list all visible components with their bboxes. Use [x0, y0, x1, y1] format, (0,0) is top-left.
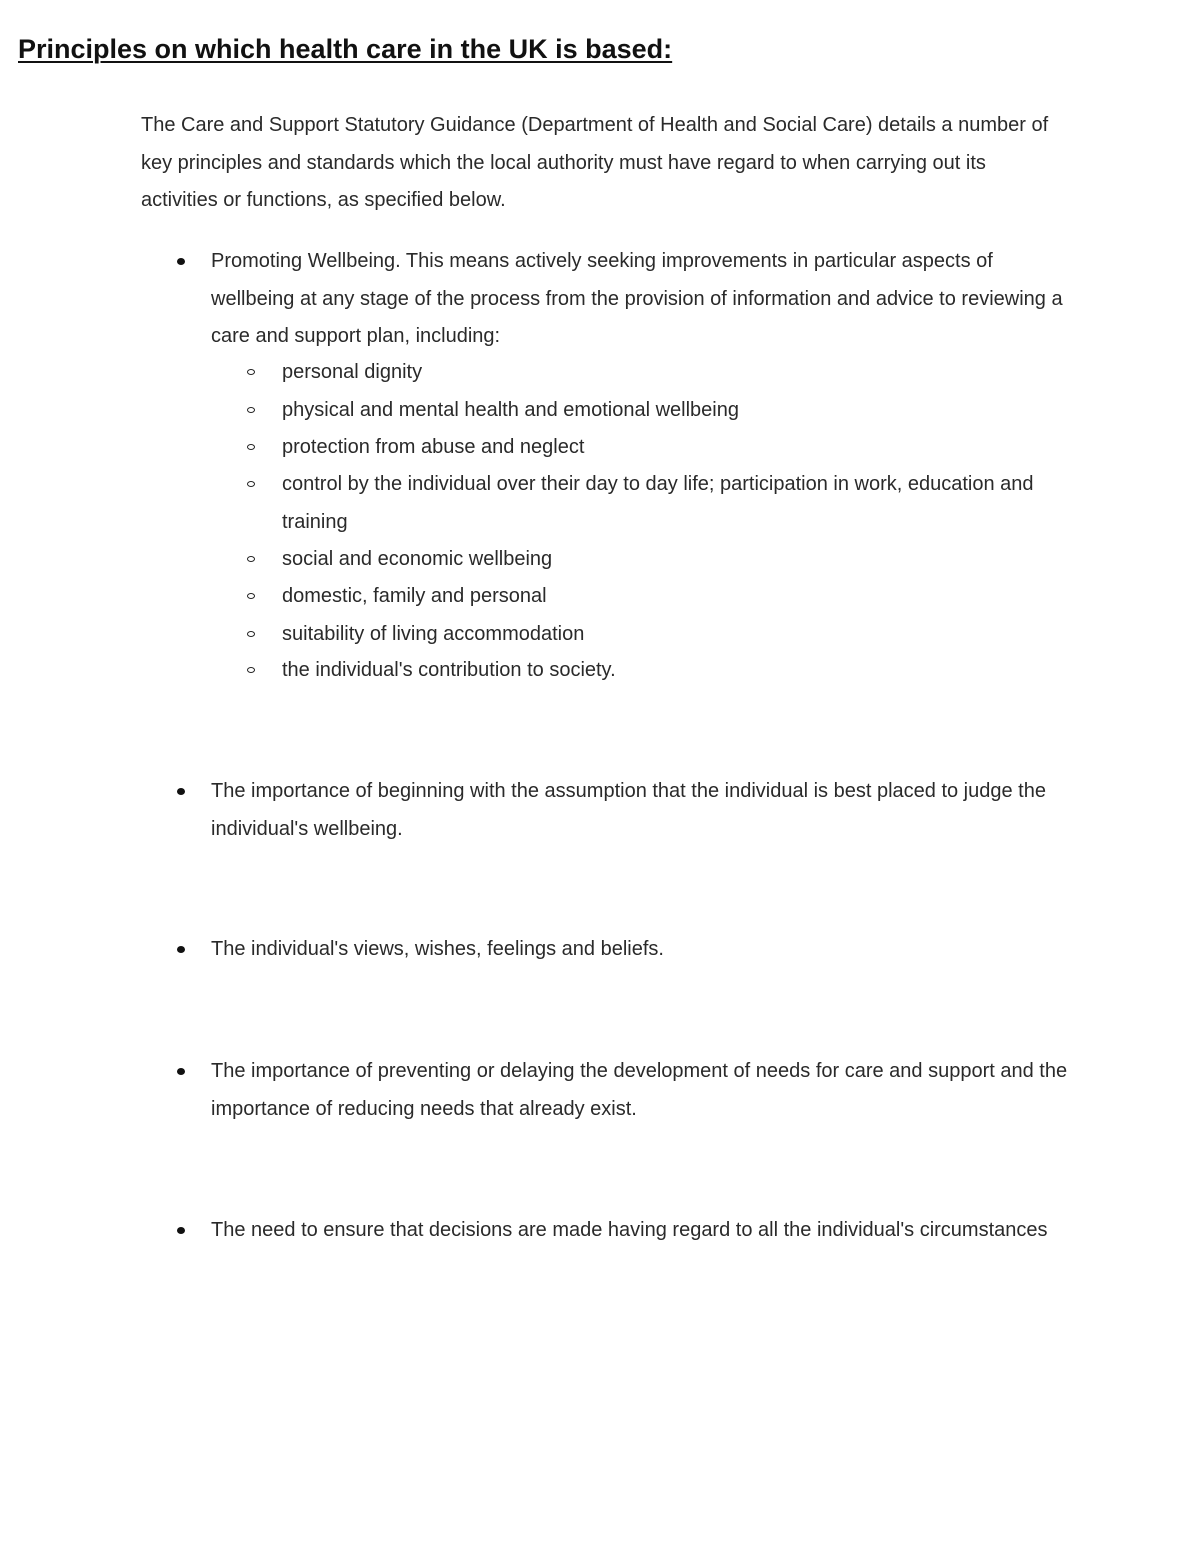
- page-title: Principles on which health care in the UK is based:: [18, 34, 673, 64]
- list-item-text: The individual's views, wishes, feelings and beliefs.: [211, 938, 664, 960]
- hollow-bullet-icon: [247, 593, 255, 599]
- sub-list-item: [282, 429, 1072, 467]
- bullet-dot-icon: [177, 258, 185, 265]
- sub-list-item: [282, 652, 1072, 690]
- sub-list-item-text: control by the individual over their day to day life; participation in work, education and training: [282, 473, 1034, 533]
- hollow-bullet-icon: [247, 667, 255, 673]
- list-item: [211, 1212, 1071, 1250]
- sub-list-item: [282, 392, 1072, 430]
- list-item: [211, 931, 1071, 969]
- hollow-bullet-icon: [247, 631, 255, 637]
- hollow-bullet-icon: [247, 556, 255, 562]
- sub-list-item: [282, 466, 1072, 541]
- sub-list-item-text: protection from abuse and neglect: [282, 436, 585, 458]
- list-item-text: Promoting Wellbeing. This means actively seeking improvements in particular aspects of wellbeing at any stage of the process from the provision of information and advice to reviewing a care and support plan, including:: [211, 250, 1063, 347]
- intro-paragraph: The Care and Support Statutory Guidance (Department of Health and Social Care) details a number of key principles and standards which the local authority must have regard to when carrying out its activities or functions, as specified below.: [141, 114, 1049, 211]
- sub-list-item: [282, 616, 1072, 654]
- list-item: [211, 1053, 1071, 1128]
- sub-list-item-text: domestic, family and personal: [282, 585, 547, 607]
- sub-list-item-text: physical and mental health and emotional wellbeing: [282, 399, 739, 421]
- sub-list-item-text: suitability of living accommodation: [282, 623, 585, 645]
- sub-list-item: [282, 578, 1072, 616]
- bullet-dot-icon: [177, 1068, 185, 1075]
- hollow-bullet-icon: [247, 481, 255, 487]
- sub-list-item: [282, 541, 1072, 579]
- list-item-text: The importance of beginning with the assumption that the individual is best placed to judge the individual's wellbeing.: [211, 780, 1046, 840]
- sub-list-item-text: social and economic wellbeing: [282, 548, 553, 570]
- list-item: [211, 243, 1071, 356]
- sub-list-item: [282, 354, 1072, 392]
- bullet-dot-icon: [177, 946, 185, 953]
- sub-list-item-text: the individual's contribution to society.: [282, 659, 616, 681]
- list-item-text: The need to ensure that decisions are made having regard to all the individual's circumstances: [211, 1219, 1048, 1241]
- hollow-bullet-icon: [247, 369, 255, 375]
- hollow-bullet-icon: [247, 444, 255, 450]
- hollow-bullet-icon: [247, 407, 255, 413]
- bullet-dot-icon: [177, 1227, 185, 1234]
- list-item-text: The importance of preventing or delaying the development of needs for care and support and the importance of reducing needs that already exist.: [211, 1060, 1068, 1120]
- sub-list-item-text: personal dignity: [282, 361, 423, 383]
- list-item: [211, 773, 1071, 848]
- bullet-dot-icon: [177, 788, 185, 795]
